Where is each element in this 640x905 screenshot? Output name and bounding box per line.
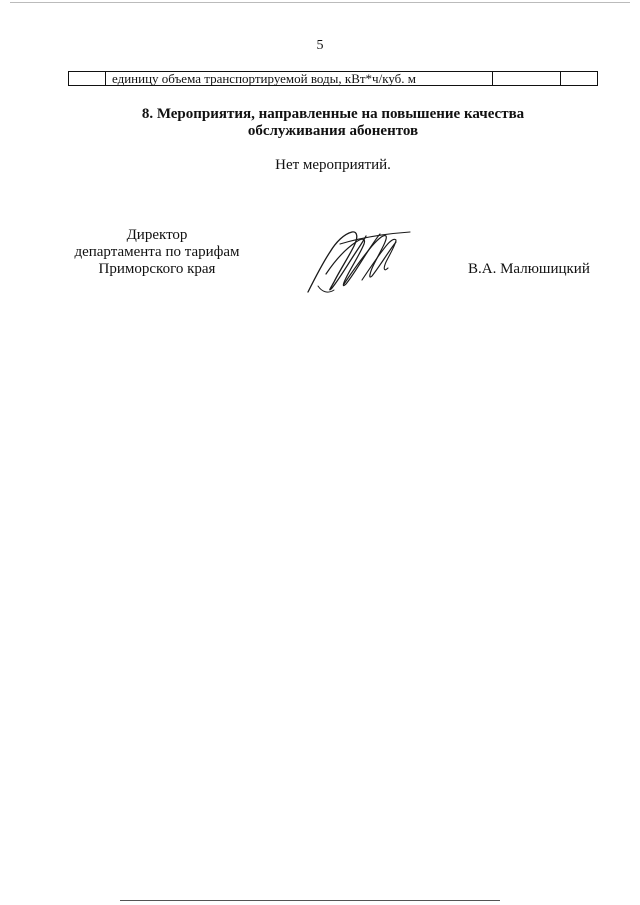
section-heading-line: 8. Мероприятия, направленные на повышение качества bbox=[141, 106, 525, 122]
scan-edge-top bbox=[10, 2, 630, 3]
page-number: 5 bbox=[316, 38, 324, 53]
table-cell-value bbox=[493, 72, 561, 85]
table-cell-value bbox=[561, 72, 597, 85]
signatory-title-line: департамента по тарифам bbox=[74, 244, 240, 260]
scan-edge-bottom bbox=[120, 900, 500, 901]
table-row bbox=[68, 71, 598, 86]
signatory-title-line: Приморского края bbox=[98, 261, 216, 277]
section-heading bbox=[0, 106, 640, 140]
signatory-title bbox=[62, 227, 252, 278]
signer-name: В.А. Малюшицкий bbox=[468, 261, 590, 277]
table-cell-description: единицу объема транспортируемой воды, кВт*ч/куб. м bbox=[106, 72, 493, 85]
handwritten-signature bbox=[300, 222, 420, 297]
table-cell-number bbox=[69, 72, 106, 85]
signatory-title-line: Директор bbox=[126, 227, 188, 243]
section-body: Нет мероприятий. bbox=[275, 157, 391, 173]
section-heading-line: обслуживания абонентов bbox=[247, 123, 419, 139]
